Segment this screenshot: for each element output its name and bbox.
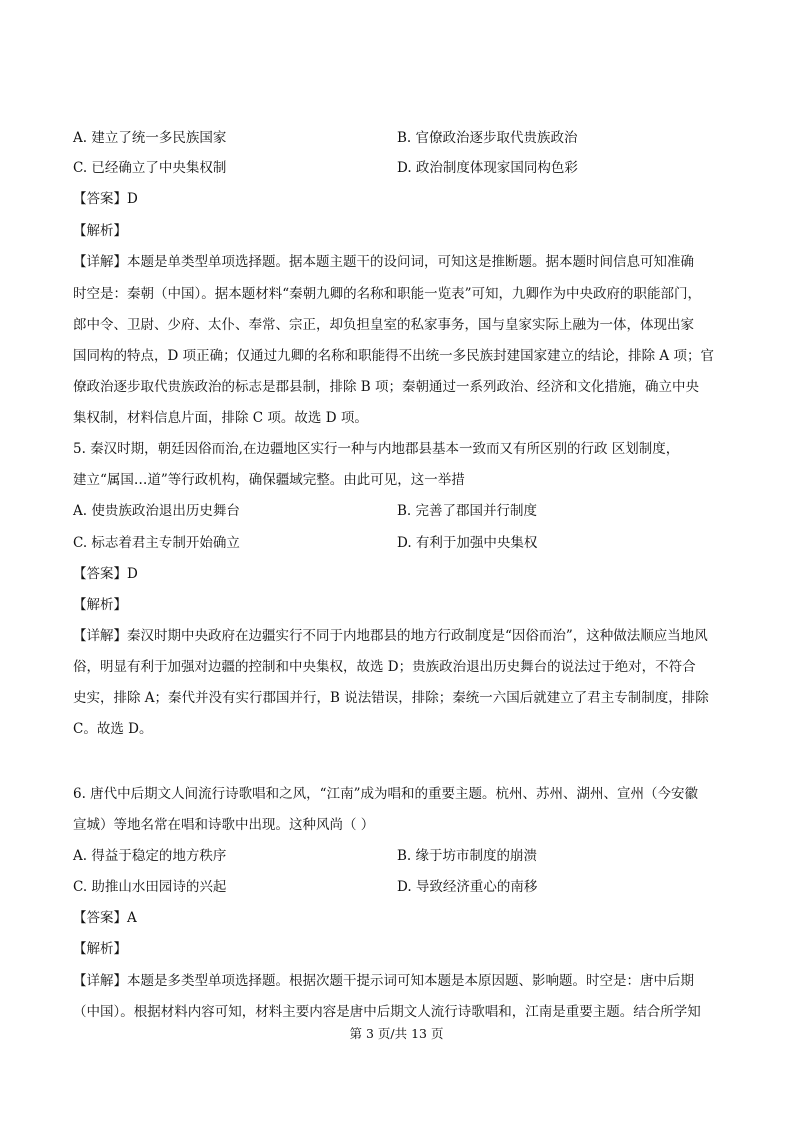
q4-option-c: C. 已经确立了中央集权制 [73,160,227,176]
q4-detail-line: 国同构的特点，D 项正确；仅通过九卿的名称和职能得不出统一多民族封建国家建立的结论，排除 A 项；官 [73,348,714,364]
q5-detail-line: 【详解】秦汉时期中央政府在边疆实行不同于内地郡县的地方行政制度是“因俗而治”，这种做法顺应当地风 [73,628,708,644]
q6-stem-line: 6. 唐代中后期文人间流行诗歌唱和之风，“江南”成为唱和的重要主题。杭州、苏州、湖州、宣州（今安徽 [73,786,698,802]
q6-detail-line: （中国）。根据材料内容可知，材料主要内容是唐中后期文人流行诗歌唱和，江南是重要主题。结合所学知 [73,1004,701,1020]
q4-detail-line: 【详解】本题是单类型单项选择题。据本题主题干的设问词，可知这是推断题。据本题时间信息可知准确 [73,254,694,270]
q5-option-c: C. 标志着君主专制开始确立 [73,535,240,551]
q6-answer: 【答案】A [73,910,137,926]
q4-option-d: D. 政治制度体现家国同构色彩 [397,160,578,176]
q6-option-d: D. 导致经济重心的南移 [397,879,538,895]
q4-option-a: A. 建立了统一多民族国家 [73,130,227,146]
q5-stem-line: 建立“属国…道”等行政机构，确保疆域完整。由此可见，这一举措 [73,472,465,488]
q4-answer: 【答案】D [73,191,138,207]
q5-option-b: B. 完善了郡国并行制度 [397,503,538,519]
q5-stem-line: 5. 秦汉时期，朝廷因俗而治,在边疆地区实行一种与内地郡县基本一致而又有所区别的行政 区划制度， [73,441,680,457]
q5-analysis-label: 【解析】 [73,597,127,613]
page-footer: 第 3 页/共 13 页 [349,1026,444,1041]
q5-option-d: D. 有利于加强中央集权 [397,535,538,551]
q6-analysis-label: 【解析】 [73,941,127,957]
q5-detail-line: 史实，排除 A；秦代并没有实行郡国并行，B 说法错误，排除；秦统一六国后就建立了君主专制制度，排除 [73,690,709,706]
q5-detail-line: C。故选 D。 [73,721,153,737]
q4-detail-line: 时空是：秦朝（中国）。据本题材料“秦朝九卿的名称和职能一览表”可知，九卿作为中央政府的职能部门， [73,286,702,302]
q5-detail-line: 俗，明显有利于加强对边疆的控制和中央集权，故选 D；贵族政治退出历史舞台的说法过于绝对，不符合 [73,659,696,675]
q6-detail-line: 【详解】本题是多类型单项选择题。根据次题干提示词可知本题是本原因题、影响题。时空是：唐中后期 [73,973,694,989]
q4-detail-line: 郎中令、卫尉、少府、太仆、奉常、宗正，却负担皇室的私家事务，国与皇家实际上融为一体，体现出家 [73,317,694,333]
q5-option-a: A. 使贵族政治退出历史舞台 [73,503,240,519]
q6-stem-line: 宣城）等地名常在唱和诗歌中出现。这种风尚（ ） [73,817,375,833]
q4-detail-line: 僚政治逐步取代贵族政治的标志是郡县制，排除 B 项；秦朝通过一系列政治、经济和文化措施，确立中央 [73,379,700,395]
q6-option-c: C. 助推山水田园诗的兴起 [73,879,227,895]
q6-option-a: A. 得益于稳定的地方秩序 [73,848,227,864]
q5-answer: 【答案】D [73,566,138,582]
q4-analysis-label: 【解析】 [73,223,127,239]
q4-detail-line: 集权制，材料信息片面，排除 C 项。故选 D 项。 [73,410,368,426]
q4-option-b: B. 官僚政治逐步取代贵族政治 [397,130,578,146]
q6-option-b: B. 缘于坊市制度的崩溃 [397,848,538,864]
